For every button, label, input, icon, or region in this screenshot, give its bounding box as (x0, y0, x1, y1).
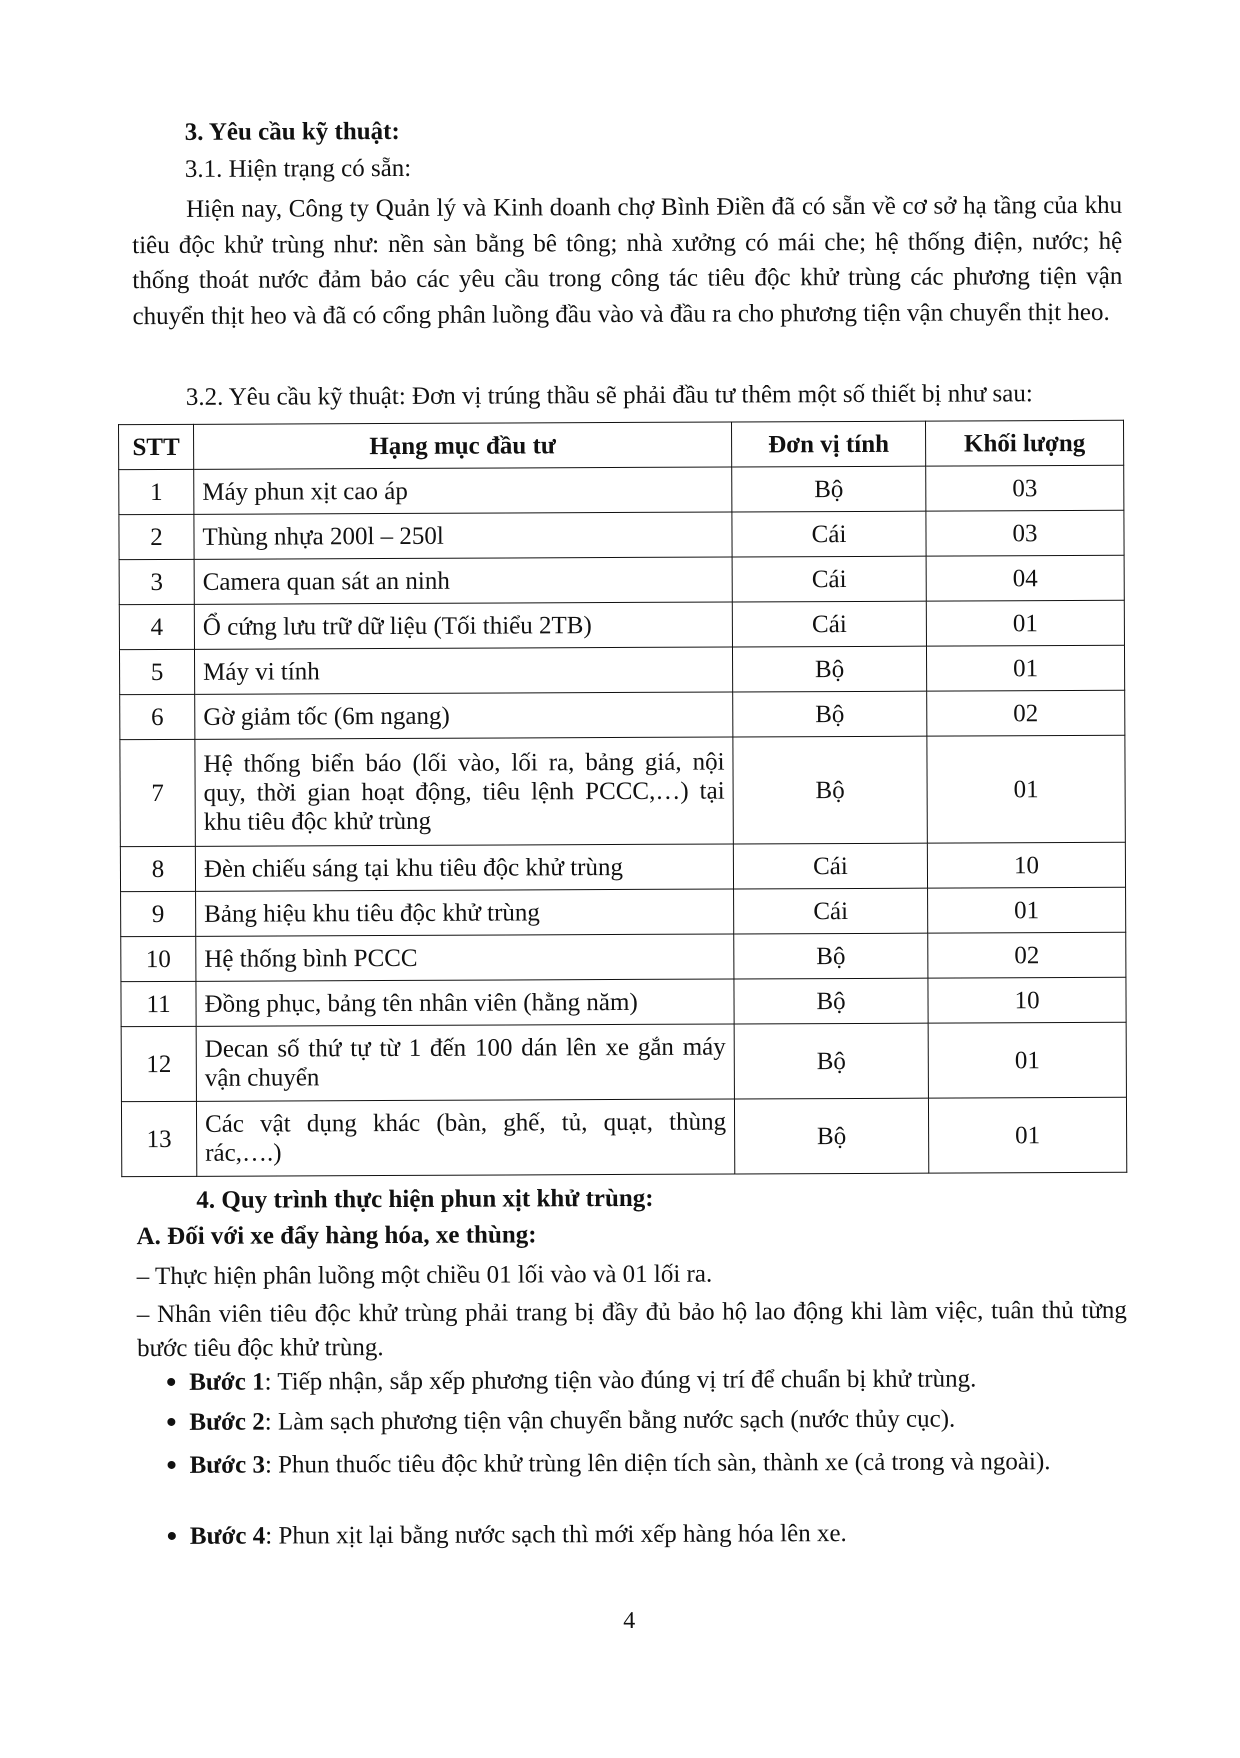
cell-unit: Cái (732, 511, 926, 557)
cell-unit: Bộ (732, 466, 926, 512)
table-row (119, 510, 1124, 559)
cell-quantity: 01 (926, 600, 1124, 646)
cell-quantity: 01 (928, 887, 1126, 933)
table-row (121, 977, 1126, 1026)
table-row (121, 1022, 1126, 1101)
section-4-heading: 4. Quy trình thực hiện phun xịt khử trùng: (196, 1184, 654, 1214)
table-header-row (119, 420, 1124, 469)
cell-unit: Bộ (732, 646, 926, 692)
cell-quantity: 10 (928, 977, 1126, 1023)
cell-unit: Cái (732, 601, 926, 647)
table-row (120, 842, 1125, 891)
step-text: : Phun xịt lại bằng nước sạch thì mới xếp hàng hóa lên xe. (265, 1520, 847, 1550)
cell-stt: 2 (119, 514, 194, 559)
step-2 (167, 1405, 955, 1438)
table-row (121, 1097, 1126, 1176)
column-header-stt: STT (119, 424, 194, 469)
cell-item: Hệ thống biển báo (lối vào, lối ra, bảng giá, nội quy, thời gian hoạt động, tiêu lệnh PCCC,…) tại khu tiêu độc khử trùng (195, 737, 733, 846)
paragraph-3-1: Hiện nay, Công ty Quản lý và Kinh doanh chợ Bình Điền đã có sẵn về cơ sở hạ tầng của khu tiêu độc khử trùng như: nền sàn bằng bê tông; nhà xưởng có mái che; hệ thống điện, nước; hệ thống thoát nước đảm bảo các yêu cầu trong công tác tiêu độc khử trùng các phương tiện vận chuyển thịt heo và đã có cổng phân luồng đầu vào và đầu ra cho phương tiện vận chuyển thịt heo. (132, 191, 1123, 330)
cell-quantity: 01 (926, 645, 1124, 691)
cell-item: Hệ thống bình PCCC (196, 934, 734, 981)
bullet-dot-icon (168, 1461, 176, 1469)
cell-quantity: 02 (928, 932, 1126, 978)
cell-stt: 9 (121, 891, 196, 936)
investment-items-table (118, 420, 1127, 1177)
cell-stt: 1 (119, 469, 194, 514)
step-label: Bước 3 (189, 1451, 265, 1479)
cell-unit: Bộ (733, 691, 927, 737)
step-text: : Tiếp nhận, sắp xếp phương tiện vào đúng vị trí để chuẩn bị khử trùng. (264, 1365, 977, 1396)
table-row (119, 600, 1124, 649)
table-row (121, 932, 1126, 981)
subsection-a-heading: A. Đối với xe đẩy hàng hóa, xe thùng: (136, 1221, 537, 1251)
table-row (121, 887, 1126, 936)
cell-quantity: 01 (928, 1097, 1126, 1173)
table-row (120, 735, 1125, 846)
step-label: Bước 1 (189, 1368, 265, 1396)
cell-unit: Bộ (734, 1023, 928, 1099)
column-header-unit: Đơn vị tính (732, 421, 926, 467)
cell-quantity: 01 (928, 1022, 1126, 1098)
step-label: Bước 2 (189, 1408, 265, 1436)
cell-stt: 5 (119, 649, 194, 694)
cell-item: Ổ cứng lưu trữ dữ liệu (Tối thiểu 2TB) (194, 602, 732, 649)
table-row (119, 465, 1124, 514)
cell-stt: 3 (119, 559, 194, 604)
cell-unit: Bộ (734, 978, 928, 1024)
cell-unit: Bộ (733, 736, 927, 844)
section-3-heading: 3. Yêu cầu kỹ thuật: (184, 117, 400, 146)
cell-item: Thùng nhựa 200l – 250l (194, 512, 732, 559)
bullet-dot-icon (167, 1418, 175, 1426)
step-text: : Phun thuốc tiêu độc khử trùng lên diện tích sàn, thành xe (cả trong và ngoài). (264, 1448, 1051, 1479)
cell-quantity: 01 (927, 735, 1125, 843)
table-row (119, 555, 1124, 604)
cell-item: Decan số thứ tự từ 1 đến 100 dán lên xe gắn máy vận chuyển (196, 1024, 734, 1101)
cell-item: Máy vi tính (194, 647, 732, 694)
cell-item: Bảng hiệu khu tiêu độc khử trùng (196, 889, 734, 936)
step-label: Bước 4 (189, 1522, 266, 1550)
cell-unit: Bộ (734, 933, 928, 979)
step-3 (137, 1444, 1127, 1484)
column-header-item: Hạng mục đầu tư (194, 422, 732, 469)
cell-unit: Cái (732, 556, 926, 602)
cell-unit: Cái (734, 888, 928, 934)
dash-item-1: – Thực hiện phân luồng một chiều 01 lối vào và 01 lối ra. (136, 1260, 713, 1291)
cell-stt: 8 (120, 846, 195, 891)
cell-stt: 6 (120, 694, 195, 739)
step-1 (167, 1364, 976, 1398)
cell-unit: Cái (733, 843, 927, 889)
cell-stt: 7 (120, 739, 195, 846)
cell-unit: Bộ (734, 1098, 928, 1174)
table-row (119, 645, 1124, 694)
cell-quantity: 10 (927, 842, 1125, 888)
cell-item: Camera quan sát an ninh (194, 557, 732, 604)
subsection-3-1-heading: 3.1. Hiện trạng có sẵn: (184, 154, 412, 183)
table-row (120, 690, 1125, 739)
bullet-dot-icon (167, 1378, 175, 1386)
cell-stt: 10 (121, 936, 196, 981)
cell-quantity: 02 (927, 690, 1125, 736)
cell-item: Đồng phục, bảng tên nhân viên (hằng năm) (196, 979, 734, 1026)
step-4 (168, 1519, 847, 1552)
cell-item: Máy phun xịt cao áp (194, 467, 732, 514)
cell-item: Đèn chiếu sáng tại khu tiêu độc khử trùng (195, 844, 733, 891)
cell-stt: 11 (121, 981, 196, 1026)
cell-quantity: 03 (926, 510, 1124, 556)
column-header-quantity: Khối lượng (926, 420, 1124, 466)
step-text: : Làm sạch phương tiện vận chuyển bằng nước sạch (nước thủy cục). (264, 1405, 956, 1436)
dash-item-2: – Nhân viên tiêu độc khử trùng phải trang bị đầy đủ bảo hộ lao động khi làm việc, tuân thủ từng bước tiêu độc khử trùng. (136, 1296, 1127, 1363)
cell-stt: 12 (121, 1026, 196, 1101)
subsection-3-2-heading: 3.2. Yêu cầu kỹ thuật: Đơn vị trúng thầu sẽ phải đầu tư thêm một số thiết bị như sau: (185, 380, 1033, 411)
page-number: 4 (623, 1607, 636, 1634)
bullet-dot-icon (168, 1532, 176, 1540)
cell-stt: 13 (121, 1101, 196, 1176)
cell-item: Gờ giảm tốc (6m ngang) (195, 692, 733, 739)
cell-quantity: 04 (926, 555, 1124, 601)
cell-quantity: 03 (926, 465, 1124, 511)
cell-item: Các vật dụng khác (bàn, ghế, tủ, quạt, thùng rác,….) (196, 1099, 734, 1176)
cell-stt: 4 (119, 604, 194, 649)
